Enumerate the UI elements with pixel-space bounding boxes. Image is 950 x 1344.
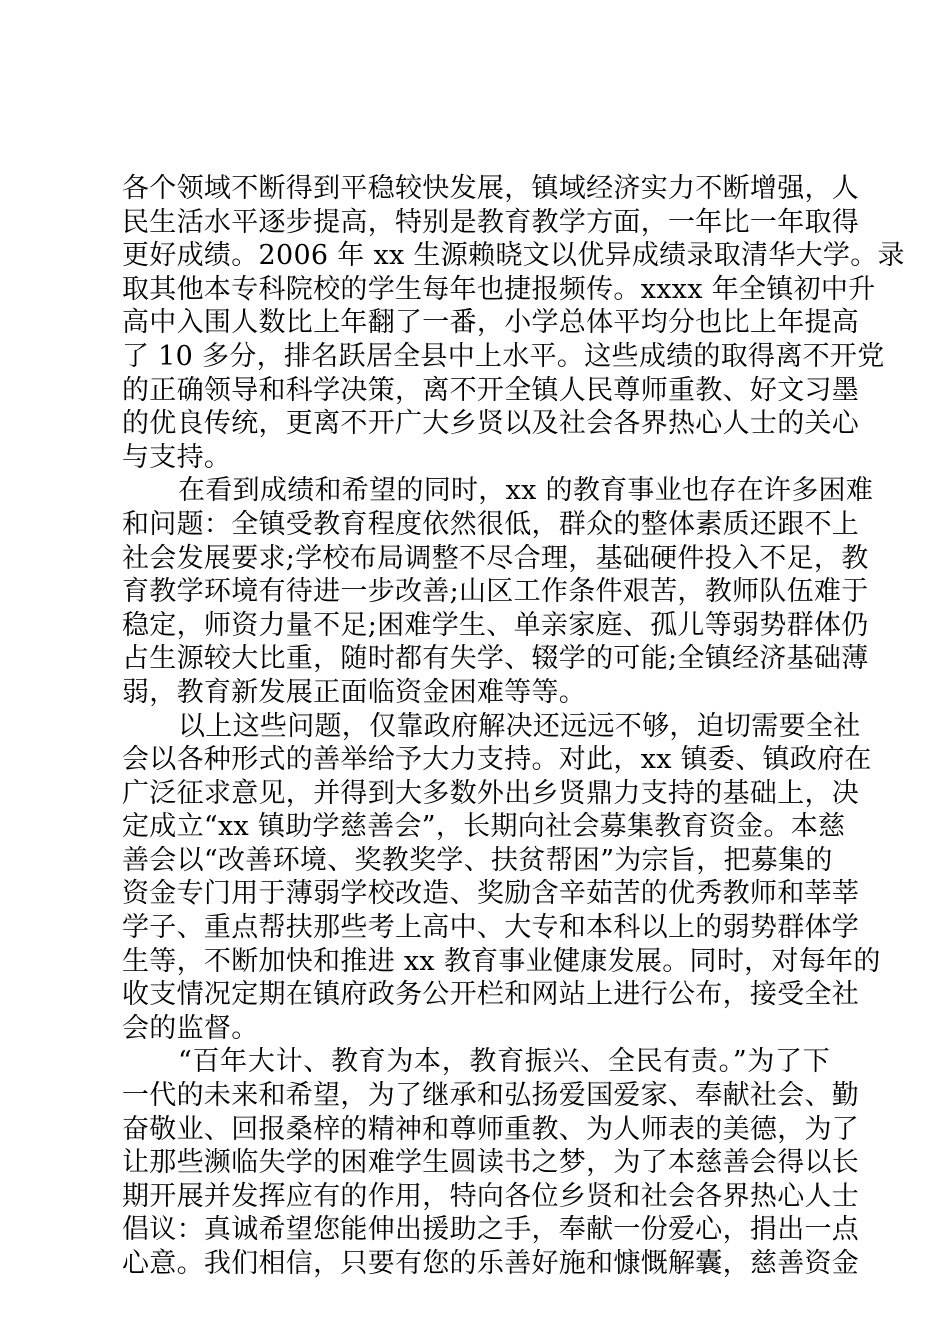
text-line: 的正确领导和科学决策，离不开全镇人民尊师重教、好文习墨 bbox=[122, 374, 860, 406]
text-line: 与支持。 bbox=[122, 441, 232, 473]
text-line: 和问题：全镇受教育程度依然很低，群众的整体素质还跟不上 bbox=[122, 508, 860, 540]
text-line: 善会以“改善环境、奖教奖学、扶贫帮困”为宗旨，把募集的 bbox=[122, 844, 833, 876]
text-line: 取其他本专科院校的学生每年也捷报频传。xxxx 年全镇初中升 bbox=[122, 273, 876, 305]
paragraph bbox=[122, 710, 881, 1046]
text-line: 的优良传统，更离不开广大乡贤以及社会各界热心人士的关心 bbox=[122, 408, 860, 440]
text-line: 民生活水平逐步提高，特别是教育教学方面，一年比一年取得 bbox=[122, 206, 860, 238]
text-line: 了 10 多分，排名跃居全县中上水平。这些成绩的取得离不开党 bbox=[122, 340, 885, 372]
paragraph bbox=[122, 172, 905, 474]
text-line: 稳定，师资力量不足;困难学生、单亲家庭、孤儿等弱势群体仍 bbox=[122, 609, 869, 641]
text-line: 一代的未来和希望，为了继承和弘扬爱国爱家、奉献社会、勤 bbox=[122, 1080, 860, 1112]
text-line: 奋敬业、回报桑梓的精神和尊师重教、为人师表的美德，为了 bbox=[122, 1113, 860, 1145]
text-line: 弱，教育新发展正面临资金困难等等。 bbox=[122, 676, 587, 708]
text-line: 会以各种形式的善举给予大力支持。对此，xx 镇委、镇政府在 bbox=[122, 744, 872, 776]
paragraph bbox=[122, 474, 874, 709]
text-line: 广泛征求意见，并得到大多数外出乡贤鼎力支持的基础上，决 bbox=[122, 777, 860, 809]
text-line: 各个领域不断得到平稳较快发展，镇域经济实力不断增强，人 bbox=[122, 173, 860, 204]
text-line: 会的监督。 bbox=[122, 1012, 259, 1044]
text-line: 定成立“xx 镇助学慈善会”，长期向社会募集教育资金。本慈 bbox=[122, 811, 846, 843]
text-line: 心意。我们相信，只要有您的乐善好施和慷慨解囊，慈善资金 bbox=[122, 1248, 860, 1279]
text-line: 收支情况定期在镇府政务公开栏和网站上进行公布，接受全社 bbox=[122, 979, 860, 1011]
text-line: 以上这些问题，仅靠政府解决还远远不够，迫切需要全社 bbox=[178, 710, 861, 742]
text-line: 倡议：真诚希望您能伸出援助之手，奉献一份爱心，捐出一点 bbox=[122, 1214, 860, 1246]
text-line: 期开展并发挥应有的作用，特向各位乡贤和社会各界热心人士 bbox=[122, 1180, 860, 1212]
paragraph bbox=[122, 1045, 860, 1280]
text-line: 高中入围人数比上年翻了一番，小学总体平均分也比上年提高 bbox=[122, 307, 860, 339]
text-line: 育教学环境有待进一步改善;山区工作条件艰苦，教师队伍难于 bbox=[122, 576, 869, 608]
text-line: 在看到成绩和希望的同时，xx 的教育事业也存在许多困难 bbox=[178, 475, 874, 507]
text-line: “百年大计、教育为本，教育振兴、全民有责。”为了下 bbox=[178, 1046, 830, 1078]
text-line: 社会发展要求;学校布局调整不尽合理，基础硬件投入不足，教 bbox=[122, 542, 869, 574]
text-line: 资金专门用于薄弱学校改造、奖励含辛茹苦的优秀教师和莘莘 bbox=[122, 878, 860, 910]
document-body bbox=[122, 172, 905, 1281]
text-line: 更好成绩。2006 年 xx 生源赖晓文以优异成绩录取清华大学。录 bbox=[122, 240, 905, 272]
text-line: 让那些濒临失学的困难学生圆读书之梦，为了本慈善会得以长 bbox=[122, 1147, 860, 1179]
text-line: 占生源较大比重，随时都有失学、辍学的可能;全镇经济基础薄 bbox=[122, 643, 869, 675]
text-line: 生等，不断加快和推进 xx 教育事业健康发展。同时，对每年的 bbox=[122, 945, 881, 977]
text-line: 学子、重点帮扶那些考上高中、大专和本科以上的弱势群体学 bbox=[122, 912, 860, 944]
